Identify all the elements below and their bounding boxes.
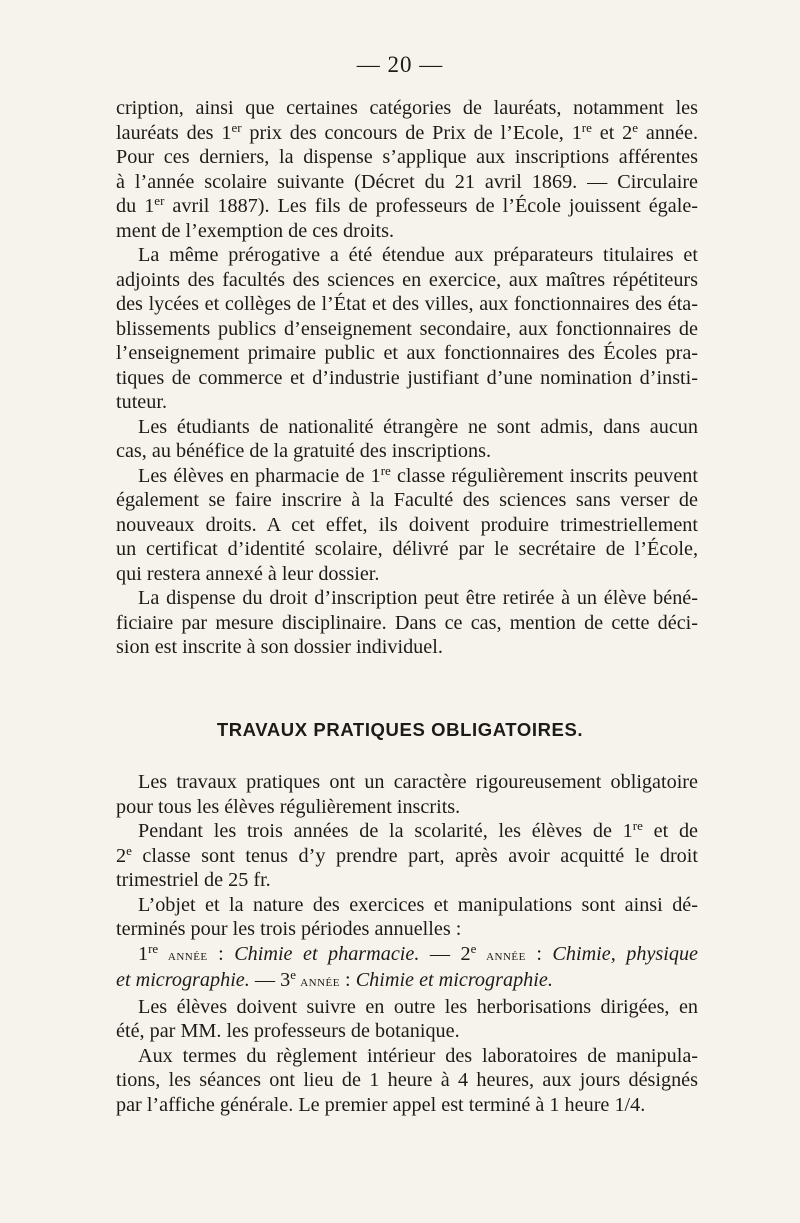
paragraph-foreign-students xyxy=(116,415,698,464)
text-line: l’enseignement primaire public et aux fonctionnaires des Écoles pra- xyxy=(116,342,698,364)
text-line: nouveaux droits. A cet effet, ils doivent produire trimestriellement xyxy=(116,513,698,536)
text-line: ment de l’exemption de ces droits. xyxy=(116,219,395,242)
text-line: L’objet et la nature des exercices et manipulations sont ainsi dé- xyxy=(138,893,698,916)
paragraph-herborisations xyxy=(116,995,698,1044)
paragraph-pharmacy-students xyxy=(116,464,698,587)
text-line: adjoints des facultés des sciences en exercice, aux maîtres répétiteurs xyxy=(116,268,698,291)
text-line: terminés pour les trois périodes annuelles : xyxy=(116,918,462,940)
text-line: un certificat d’identité scolaire, délivré par le secrétaire de l’École, xyxy=(116,538,698,560)
paragraph-prerogative xyxy=(116,243,698,415)
section-heading: TRAVAUX PRATIQUES OBLIGATOIRES. xyxy=(216,719,584,740)
text-line: été, par MM. les professeurs de botanique. xyxy=(116,1020,460,1042)
text-line: Pour ces derniers, la dispense s’applique aux inscriptions afférentes xyxy=(116,146,698,168)
text-line: La dispense du droit d’inscription peut être retirée à un élève béné- xyxy=(138,587,698,609)
text-line: qui restera annexé à leur dossier. xyxy=(116,562,380,585)
text-line: par l’affiche générale. Le premier appel est terminé à 1 heure 1/4. xyxy=(116,1093,646,1116)
text-line: tions, les séances ont lieu de 1 heure à 4 heures, aux jours désignés xyxy=(116,1069,698,1091)
text-line: à l’année scolaire suivante (Décret du 21 avril 1869. — Circulaire xyxy=(116,170,698,193)
text-line: également se faire inscrire à la Faculté des sciences sans verser de xyxy=(116,489,698,511)
text-block-upper xyxy=(116,96,698,660)
text-line: Les travaux pratiques ont un caractère rigoureusement obligatoire xyxy=(138,771,698,793)
text-line: Les élèves en pharmacie de 1re classe régulièrement inscrits peuvent xyxy=(138,462,698,487)
text-line: tuteur. xyxy=(116,391,168,413)
text-line: tiques de commerce et d’industrie justifiant d’une nomination d’insti- xyxy=(116,366,698,389)
text-line: Pendant les trois années de la scolarité, les élèves de 1re et de xyxy=(138,817,699,842)
paragraph-year-program xyxy=(116,942,698,995)
paragraph-exemptions xyxy=(116,96,698,243)
paragraph-obligatory xyxy=(116,770,698,819)
text-line: Les étudiants de nationalité étrangère ne sont admis, dans aucun xyxy=(138,415,698,438)
text-line: 1re année : Chimie et pharmacie. — 2e année : Chimie, physique xyxy=(138,940,699,965)
text-line: trimestriel de 25 fr. xyxy=(116,869,271,891)
text-line: et micrographie. — 3e année : Chimie et micrographie. xyxy=(116,966,553,991)
text-line: du 1er avril 1887). Les fils de professeurs de l’École jouissent égale- xyxy=(116,192,699,217)
paragraph-object-nature xyxy=(116,893,698,942)
text-line: pour tous les élèves régulièrement inscrits. xyxy=(116,795,461,818)
text-line: ficiaire par mesure disciplinaire. Dans ce cas, mention de cette déci- xyxy=(116,611,698,634)
paragraph-sessions xyxy=(116,1044,698,1118)
paragraph-withdrawal xyxy=(116,586,698,660)
text-line: La même prérogative a été étendue aux préparateurs titulaires et xyxy=(138,244,698,266)
text-line: sion est inscrite à son dossier individuel. xyxy=(116,636,443,658)
text-line: des lycées et collèges de l’État et des villes, aux fonctionnaires des éta- xyxy=(116,293,698,315)
text-line: lauréats des 1er prix des concours de Prix de l’Ecole, 1re et 2e année. xyxy=(116,119,698,144)
text-line: Aux termes du règlement intérieur des laboratoires de manipula- xyxy=(138,1044,698,1067)
text-line: Les élèves doivent suivre en outre les herborisations dirigées, en xyxy=(138,995,698,1018)
text-line: cription, ainsi que certaines catégories de lauréats, notamment les xyxy=(116,97,698,119)
paragraph-three-years xyxy=(116,819,698,893)
text-line: blissements publics d’enseignement secondaire, aux fonctionnaires de xyxy=(116,317,698,340)
text-block-lower xyxy=(116,770,698,1117)
text-line: 2e classe sont tenus d’y prendre part, après avoir acquitté le droit xyxy=(116,842,698,867)
page-number: — 20 — xyxy=(356,52,444,77)
text-line: cas, au bénéfice de la gratuité des inscriptions. xyxy=(116,440,492,462)
